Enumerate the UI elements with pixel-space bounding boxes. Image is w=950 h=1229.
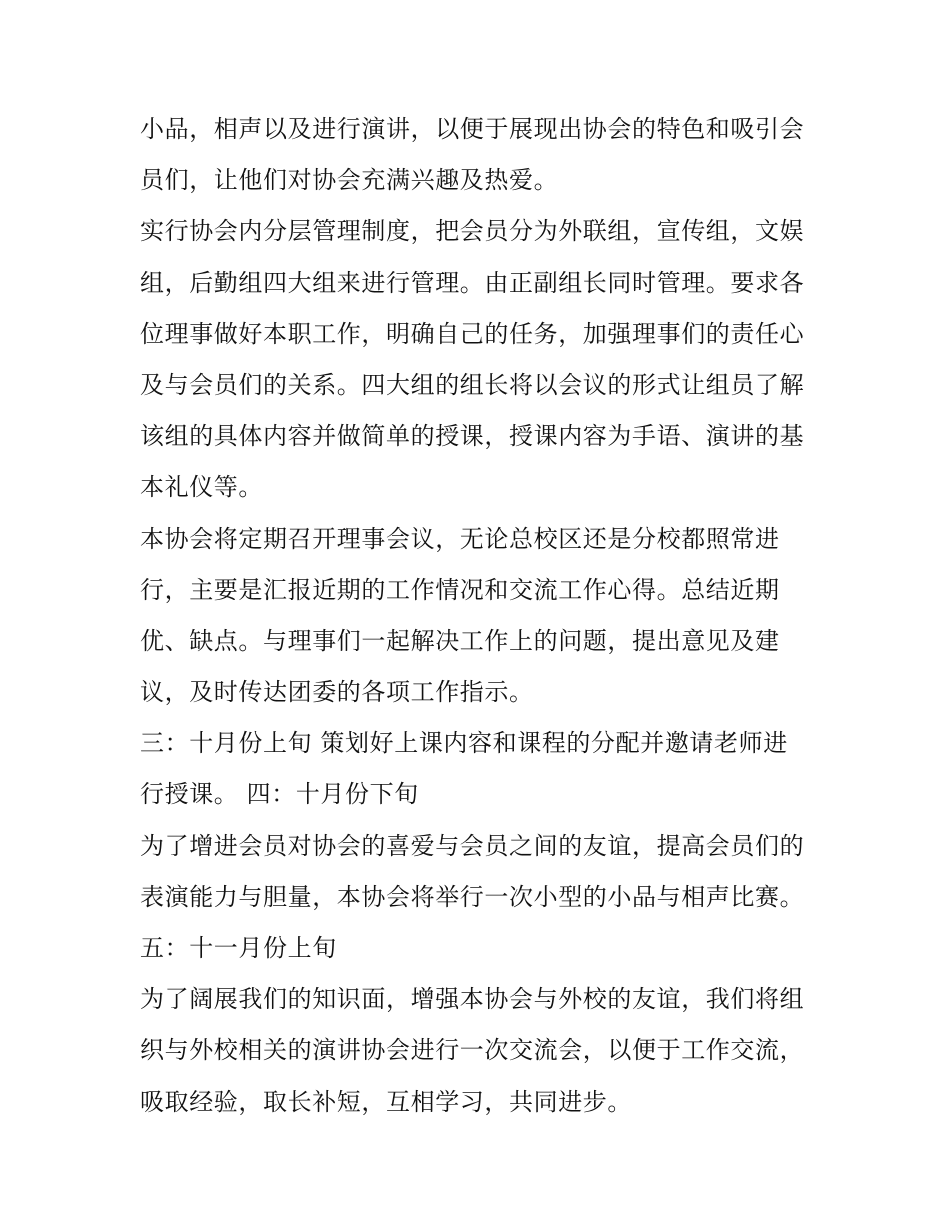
section-heading-line: 三：十月份上旬 策划好上课内容和课程的分配并邀请老师进 bbox=[140, 729, 788, 758]
section-heading-line: 五：十一月份上旬 bbox=[140, 934, 337, 962]
text-line: 为了增进会员对协会的喜爱与会员之间的友谊，提高会员们的 bbox=[140, 831, 805, 860]
text-line: 表演能力与胆量，本协会将举行一次小型的小品与相声比赛。 bbox=[140, 882, 805, 911]
text-line: 组，后勤组四大组来进行管理。由正副组长同时管理。要求各 bbox=[140, 268, 805, 297]
text-line: 实行协会内分层管理制度，把会员分为外联组，宣传组，文娱 bbox=[140, 217, 805, 246]
text-line: 小品，相声以及进行演讲，以便于展现出协会的特色和吸引会 bbox=[140, 115, 805, 143]
text-line: 行，主要是汇报近期的工作情况和交流工作心得。总结近期 bbox=[140, 575, 780, 604]
text-line: 员们，让他们对协会充满兴趣及热爱。 bbox=[140, 166, 559, 195]
document-body bbox=[140, 104, 840, 1128]
text-line: 吸取经验，取长补短，互相学习，共同进步。 bbox=[140, 1087, 632, 1116]
text-line: 该组的具体内容并做简单的授课，授课内容为手语、演讲的基 bbox=[140, 422, 805, 451]
text-line: 为了阔展我们的知识面，增强本协会与外校的友谊，我们将组 bbox=[140, 985, 805, 1014]
text-line: 织与外校相关的演讲协会进行一次交流会，以便于工作交流， bbox=[140, 1036, 805, 1065]
text-line: 议，及时传达团委的各项工作指示。 bbox=[140, 678, 534, 707]
text-line: 优、缺点。与理事们一起解决工作上的问题，提出意见及建 bbox=[140, 626, 780, 655]
section-heading-line: 行授课。 四：十月份下旬 bbox=[140, 780, 419, 809]
text-line: 位理事做好本职工作，明确自己的任务，加强理事们的责任心 bbox=[140, 319, 805, 348]
text-line: 本协会将定期召开理事会议，无论总校区还是分校都照常进 bbox=[140, 524, 780, 553]
text-line: 及与会员们的关系。四大组的组长将以会议的形式让组员了解 bbox=[140, 370, 805, 399]
text-line: 本礼仪等。 bbox=[140, 473, 263, 502]
